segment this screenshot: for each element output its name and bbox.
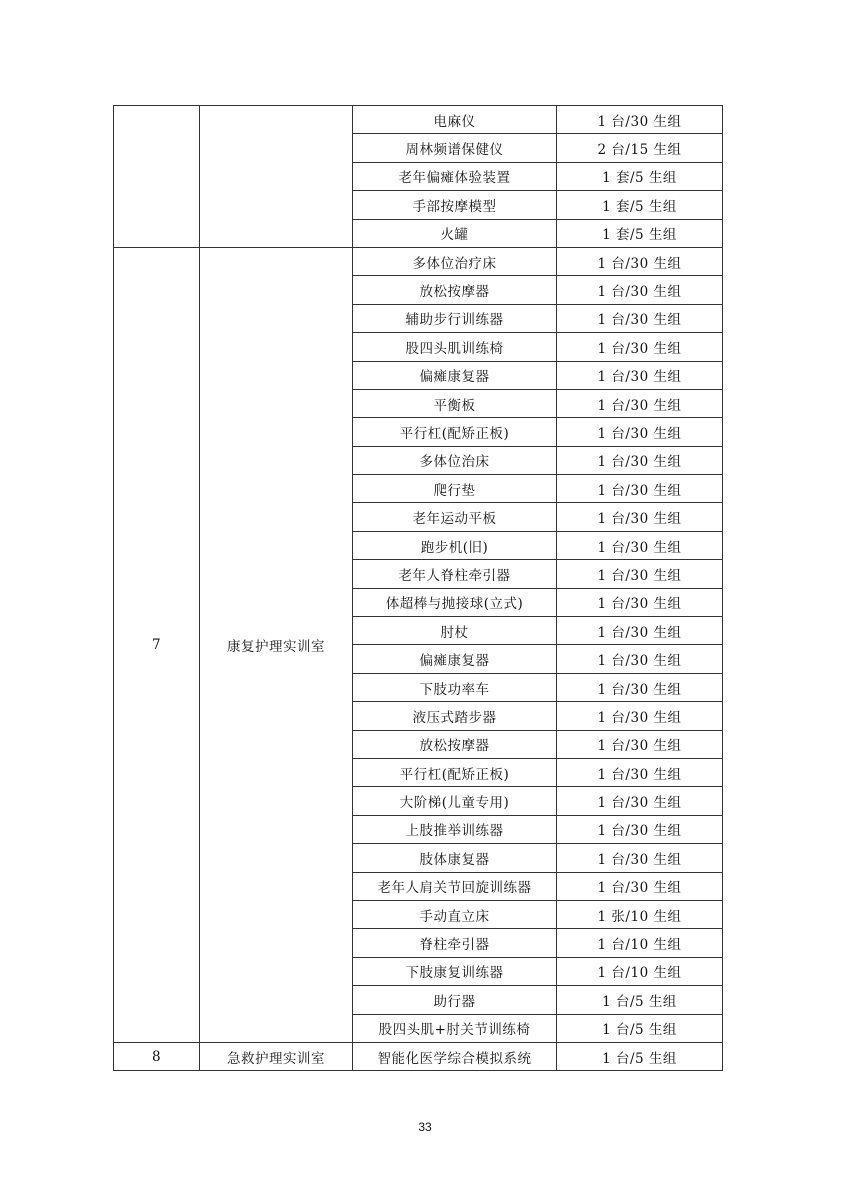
equipment-name-cell: 手部按摩模型 — [353, 191, 557, 219]
equipment-name-cell: 辅助步行训练器 — [353, 304, 557, 332]
equipment-quantity-cell: 1 台/30 生组 — [557, 304, 723, 332]
equipment-table-body — [114, 106, 723, 1071]
room-name-cell: 急救护理实训室 — [200, 1042, 353, 1070]
equipment-name-cell: 电麻仪 — [353, 106, 557, 134]
equipment-quantity-cell: 1 台/30 生组 — [557, 645, 723, 673]
equipment-quantity-cell: 1 台/30 生组 — [557, 702, 723, 730]
equipment-name-cell: 手动直立床 — [353, 900, 557, 928]
equipment-quantity-cell: 1 套/5 生组 — [557, 162, 723, 190]
equipment-name-cell: 液压式踏步器 — [353, 702, 557, 730]
equipment-quantity-cell: 1 台/30 生组 — [557, 588, 723, 616]
equipment-name-cell: 肢体康复器 — [353, 844, 557, 872]
equipment-quantity-cell: 1 台/30 生组 — [557, 844, 723, 872]
equipment-quantity-cell: 1 台/30 生组 — [557, 503, 723, 531]
equipment-quantity-cell: 1 台/30 生组 — [557, 418, 723, 446]
equipment-quantity-cell: 1 张/10 生组 — [557, 900, 723, 928]
equipment-name-cell: 上肢推举训练器 — [353, 815, 557, 843]
equipment-quantity-cell: 1 台/30 生组 — [557, 617, 723, 645]
equipment-quantity-cell: 1 台/30 生组 — [557, 758, 723, 786]
equipment-quantity-cell: 1 台/30 生组 — [557, 333, 723, 361]
equipment-name-cell: 偏瘫康复器 — [353, 361, 557, 389]
equipment-quantity-cell: 1 台/30 生组 — [557, 389, 723, 417]
room-number-cell: 8 — [114, 1042, 200, 1070]
equipment-name-cell: 多体位治疗床 — [353, 247, 557, 275]
equipment-quantity-cell: 1 台/30 生组 — [557, 247, 723, 275]
equipment-name-cell: 智能化医学综合模拟系统 — [353, 1042, 557, 1070]
equipment-name-cell: 下肢功率车 — [353, 673, 557, 701]
equipment-name-cell: 老年人肩关节回旋训练器 — [353, 872, 557, 900]
equipment-name-cell: 周林频谱保健仪 — [353, 134, 557, 162]
equipment-name-cell: 放松按摩器 — [353, 276, 557, 304]
table-row — [114, 106, 723, 134]
equipment-name-cell: 爬行垫 — [353, 475, 557, 503]
equipment-quantity-cell: 1 台/5 生组 — [557, 1042, 723, 1070]
equipment-name-cell: 老年偏瘫体验装置 — [353, 162, 557, 190]
equipment-quantity-cell: 1 台/10 生组 — [557, 929, 723, 957]
equipment-quantity-cell: 1 台/30 生组 — [557, 673, 723, 701]
room-number-cell — [114, 106, 200, 248]
equipment-name-cell: 跑步机(旧) — [353, 531, 557, 559]
equipment-name-cell: 股四头肌训练椅 — [353, 333, 557, 361]
equipment-name-cell: 偏瘫康复器 — [353, 645, 557, 673]
equipment-name-cell: 体超棒与抛接球(立式) — [353, 588, 557, 616]
room-number-cell: 7 — [114, 247, 200, 1042]
equipment-quantity-cell: 1 套/5 生组 — [557, 219, 723, 247]
equipment-table — [113, 105, 723, 1071]
equipment-quantity-cell: 1 套/5 生组 — [557, 191, 723, 219]
page-number: 33 — [418, 1120, 432, 1134]
equipment-name-cell: 平衡板 — [353, 389, 557, 417]
equipment-quantity-cell: 1 台/30 生组 — [557, 446, 723, 474]
equipment-quantity-cell: 1 台/5 生组 — [557, 1014, 723, 1042]
equipment-name-cell: 多体位治床 — [353, 446, 557, 474]
equipment-quantity-cell: 1 台/30 生组 — [557, 361, 723, 389]
equipment-quantity-cell: 2 台/15 生组 — [557, 134, 723, 162]
equipment-quantity-cell: 1 台/30 生组 — [557, 276, 723, 304]
equipment-quantity-cell: 1 台/30 生组 — [557, 531, 723, 559]
equipment-name-cell: 肘杖 — [353, 617, 557, 645]
table-row — [114, 247, 723, 275]
room-name-cell: 康复护理实训室 — [200, 247, 353, 1042]
equipment-name-cell: 股四头肌+肘关节训练椅 — [353, 1014, 557, 1042]
equipment-quantity-cell: 1 台/30 生组 — [557, 475, 723, 503]
equipment-quantity-cell: 1 台/10 生组 — [557, 957, 723, 985]
equipment-name-cell: 平行杠(配矫正板) — [353, 418, 557, 446]
equipment-quantity-cell: 1 台/30 生组 — [557, 872, 723, 900]
equipment-name-cell: 下肢康复训练器 — [353, 957, 557, 985]
equipment-quantity-cell: 1 台/30 生组 — [557, 560, 723, 588]
equipment-name-cell: 助行器 — [353, 986, 557, 1014]
equipment-quantity-cell: 1 台/5 生组 — [557, 986, 723, 1014]
equipment-name-cell: 放松按摩器 — [353, 730, 557, 758]
room-name-cell — [200, 106, 353, 248]
equipment-name-cell: 大阶梯(儿童专用) — [353, 787, 557, 815]
equipment-name-cell: 平行杠(配矫正板) — [353, 758, 557, 786]
equipment-name-cell: 老年运动平板 — [353, 503, 557, 531]
table-row — [114, 1042, 723, 1070]
equipment-quantity-cell: 1 台/30 生组 — [557, 815, 723, 843]
equipment-quantity-cell: 1 台/30 生组 — [557, 106, 723, 134]
equipment-name-cell: 脊柱牵引器 — [353, 929, 557, 957]
equipment-name-cell: 老年人脊柱牵引器 — [353, 560, 557, 588]
equipment-name-cell: 火罐 — [353, 219, 557, 247]
equipment-quantity-cell: 1 台/30 生组 — [557, 730, 723, 758]
equipment-quantity-cell: 1 台/30 生组 — [557, 787, 723, 815]
